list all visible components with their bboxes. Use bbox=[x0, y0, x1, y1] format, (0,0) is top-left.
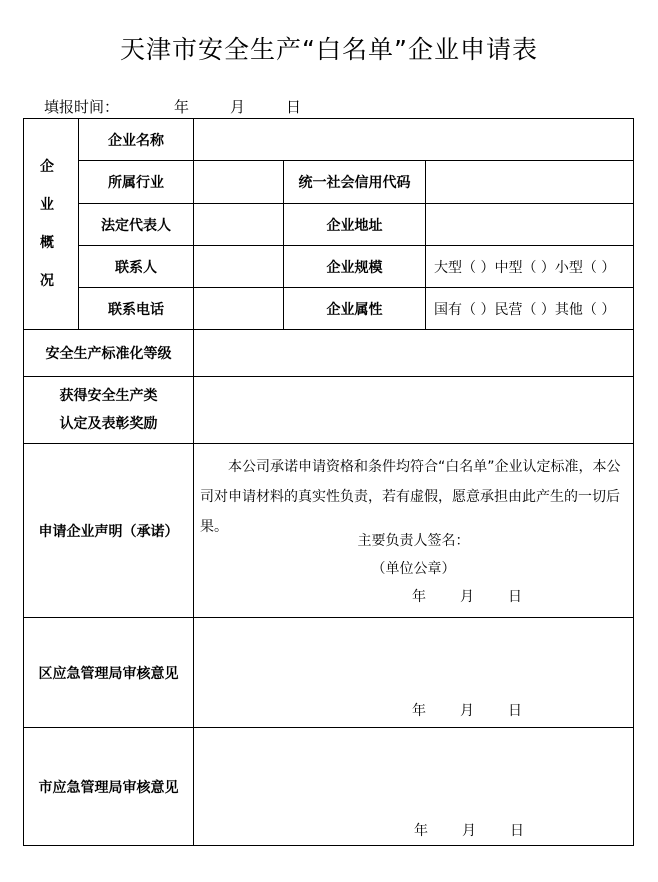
legal-rep-label: 法定代表人 bbox=[79, 204, 194, 246]
phone-field[interactable] bbox=[194, 288, 284, 330]
address-field[interactable] bbox=[426, 204, 634, 246]
awards-label: 获得安全生产类 认定及表彰奖励 bbox=[24, 377, 194, 444]
district-review-label: 区应急管理局审核意见 bbox=[24, 618, 194, 728]
awards-field[interactable] bbox=[194, 377, 634, 444]
contact-label: 联系人 bbox=[79, 246, 194, 288]
city-review-field[interactable]: 年 月 日 bbox=[194, 728, 634, 846]
declaration-text: 本公司承诺申请资格和条件均符合“白名单”企业认定标准，本公司对申请材料的真实性负责，若有虚假，愿意承担由此产生的一切后果。 bbox=[200, 459, 621, 535]
nature-label: 企业属性 bbox=[284, 288, 426, 330]
application-form-table bbox=[23, 118, 634, 846]
phone-label: 联系电话 bbox=[79, 288, 194, 330]
industry-label: 所属行业 bbox=[79, 161, 194, 204]
scale-label: 企业规模 bbox=[284, 246, 426, 288]
address-label: 企业地址 bbox=[284, 204, 426, 246]
scale-options[interactable]: 大型（ ）中型（ ）小型（ ） bbox=[426, 246, 634, 288]
fill-date-month: 月 bbox=[230, 98, 246, 116]
company-name-field[interactable] bbox=[194, 119, 634, 161]
legal-rep-field[interactable] bbox=[194, 204, 284, 246]
seal-label: （单位公章） bbox=[371, 561, 456, 577]
city-review-label: 市应急管理局审核意见 bbox=[24, 728, 194, 846]
declaration-label: 申请企业声明（承诺） bbox=[24, 444, 194, 618]
credit-code-field[interactable] bbox=[426, 161, 634, 204]
safety-level-label: 安全生产标准化等级 bbox=[24, 330, 194, 377]
fill-date-label: 填报时间： bbox=[44, 98, 120, 116]
credit-code-label: 统一社会信用代码 bbox=[284, 161, 426, 204]
declaration-cell: 本公司承诺申请资格和条件均符合“白名单”企业认定标准，本公司对申请材料的真实性负责，若有虚假，愿意承担由此产生的一切后果。 主要负责人签名： （单位公章） 年 月 日 bbox=[194, 444, 634, 618]
industry-field[interactable] bbox=[194, 161, 284, 204]
fill-date-year: 年 bbox=[174, 98, 190, 116]
signature-label: 主要负责人签名： bbox=[357, 533, 470, 549]
section-company-overview: 企 业 概 况 bbox=[24, 119, 79, 330]
safety-level-field[interactable] bbox=[194, 330, 634, 377]
contact-field[interactable] bbox=[194, 246, 284, 288]
fill-date-day: 日 bbox=[286, 98, 302, 116]
page-title: 天津市安全生产“白名单”企业申请表 bbox=[120, 35, 538, 64]
nature-options[interactable]: 国有（ ）民营（ ）其他（ ） bbox=[426, 288, 634, 330]
company-name-label: 企业名称 bbox=[79, 119, 194, 161]
district-review-field[interactable]: 年 月 日 bbox=[194, 618, 634, 728]
